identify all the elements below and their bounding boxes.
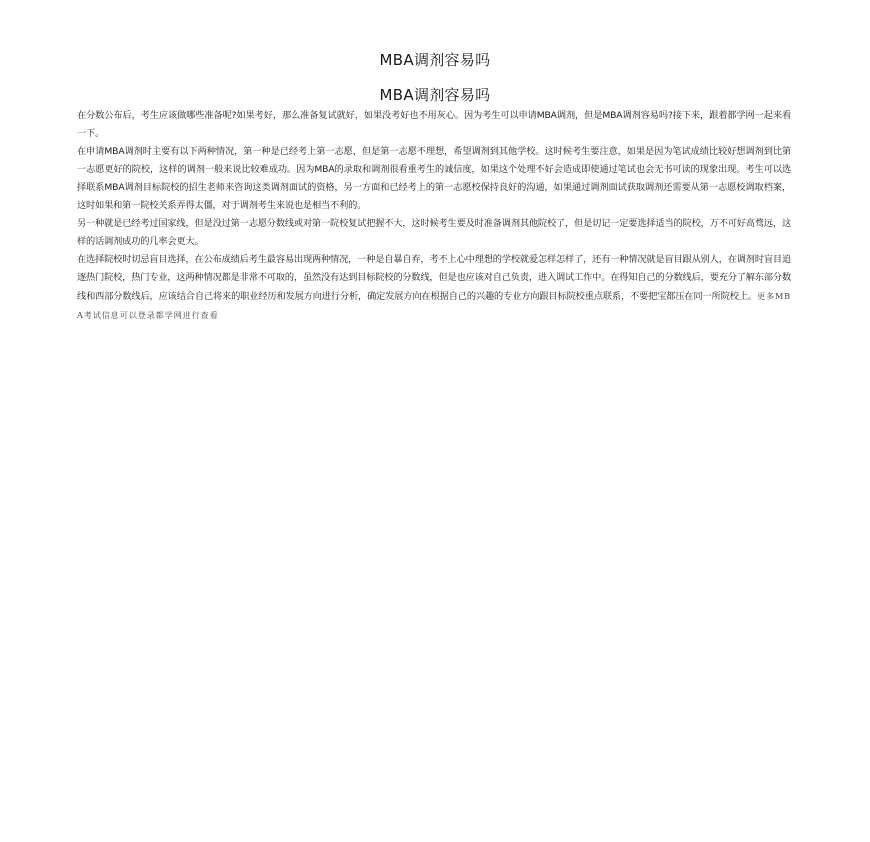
document-title: MBA调剂容易吗 [379,51,491,69]
paragraph-case-two: 另一种就是已经考过国家线，但是没过第一志愿分数线或对第一院校复试把握不大，这时候考生要及时准备调剂其他院校了，但是切记一定要选择适当的院校，万不可好高骛远，这样的话调剂成功的几率会更大。 [77,218,791,247]
paragraph-intro: 在分数公布后，考生应该做哪些准备呢?如果考好，那么准备复试就好，如果没考好也不用灰心。因为考生可以申请MBA调剂，但是MBA调剂容易吗?接下来，跟着都学网一起来看一下。 [77,110,791,139]
paragraph-advice-text: 在选择院校时切忌盲目选择，在公布成绩后考生最容易出现两种情况，一种是自暴自弃，考不上心中理想的学校就爱怎样怎样了，还有一种情况就是盲目跟从别人，在调剂时盲目追逐热门院校，热门专业，这两种情况都是非常不可取的，虽然没有达到目标院校的分数线，但是也应该对自己负责，进入调试工作中。在得知自己的分数线后，要充分了解东部分数线和西部分数线后，应该结合自己将来的职业经历和发展方向进行分析，确定发展方向在根据自己的兴趣的专业方向跟目标院校重点联系，不要把宝都压在同一所院校上。 [77,254,791,302]
document-subtitle: MBA调剂容易吗 [379,86,491,104]
article-body [77,107,791,325]
paragraph-case-one: 在申请MBA调剂时主要有以下两种情况，第一种是已经考上第一志愿，但是第一志愿不理想，希望调剂到其他学校。这时候考生要注意，如果是因为笔试成绩比较好想调剂到比第一志愿更好的院校，这样的调剂一般来说比较难成功。因为MBA的录取和调剂很看重考生的诚信度，如果这个处理不好会造成即使通过笔试也会无书可读的现象出现。考生可以选择联系MBA调剂目标院校的招生老师来咨询这类调剂面试的资格，另一方面和已经考上的第一志愿校保持良好的沟通，如果通过调剂面试获取调剂还需要从第一志愿校调取档案，这时如果和第一院校关系弄得太僵，对于调剂考生来说也是相当不利的。 [77,146,791,211]
promo-text: 更多MBA考试信息可以登录都学网进行查看 [77,291,792,320]
paragraph-advice [77,251,791,325]
